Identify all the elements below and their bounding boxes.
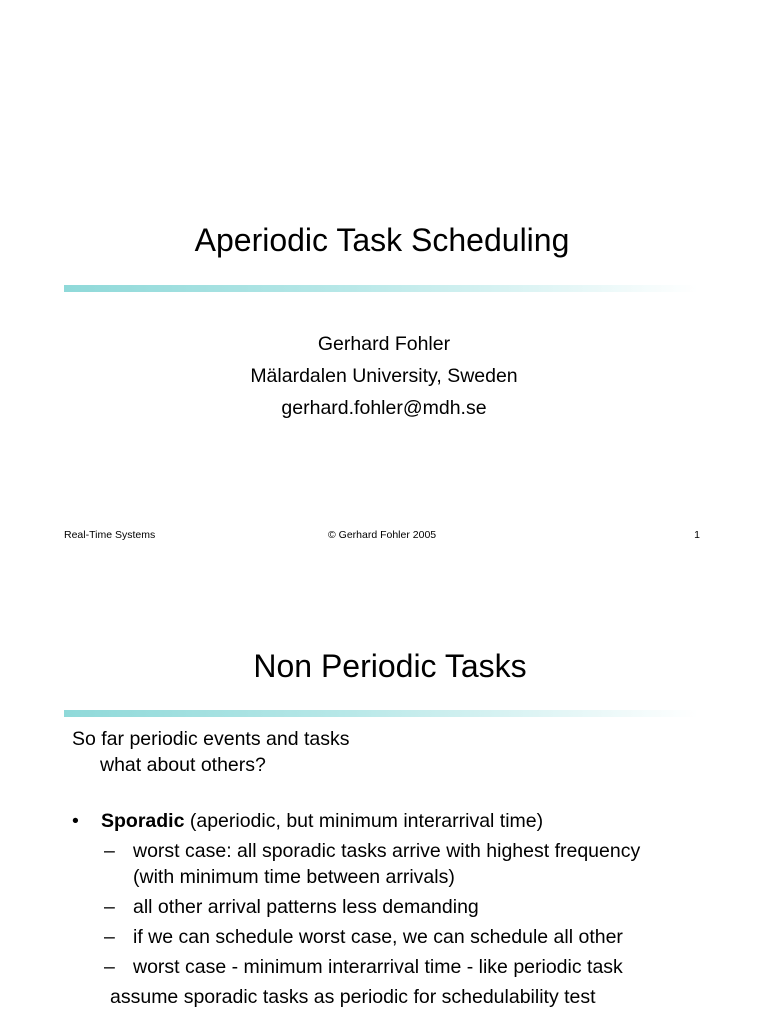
sub-item-text: all other arrival patterns less demanding (133, 896, 479, 918)
footer-page-number: 1 (694, 529, 700, 541)
bullet-term: Sporadic (101, 810, 185, 832)
intro-line: what about others? (100, 754, 266, 776)
intro-line: So far periodic events and tasks (72, 728, 350, 750)
bullet-icon: • (72, 810, 79, 832)
footer-course-name: Real-Time Systems (64, 529, 156, 541)
slide-2-title: Non Periodic Tasks (253, 648, 527, 684)
slide-footer (64, 528, 704, 542)
author-email: gerhard.fohler@mdh.se (281, 397, 487, 419)
conclusion-line: assume sporadic tasks as periodic for schedulability test (110, 986, 596, 1008)
author-affiliation: Mälardalen University, Sweden (250, 365, 518, 387)
dash-icon: – (104, 956, 115, 978)
dash-icon: – (104, 840, 115, 862)
sub-item (72, 838, 732, 890)
sub-item (72, 954, 732, 980)
sub-item-text: worst case: all sporadic tasks arrive with highest frequency (133, 840, 641, 862)
author-name: Gerhard Fohler (317, 333, 451, 355)
sub-item (72, 894, 732, 920)
slide-2-body (72, 726, 732, 1010)
title-divider (64, 710, 698, 717)
sub-item (72, 924, 732, 950)
bullet-description: (aperiodic, but minimum interarrival time) (184, 810, 544, 832)
slide-1-title: Aperiodic Task Scheduling (194, 222, 570, 258)
sub-item-text-continued: (with minimum time between arrivals) (133, 866, 455, 888)
footer-copyright: © Gerhard Fohler 2005 (328, 529, 437, 541)
bullet-item-sporadic (72, 808, 732, 834)
slide-2 (0, 560, 768, 1024)
dash-icon: – (104, 896, 115, 918)
dash-icon: – (104, 926, 115, 948)
author-block (0, 328, 768, 424)
title-divider (64, 285, 698, 292)
sub-item-text: worst case - minimum interarrival time - like periodic task (133, 956, 623, 978)
sub-item-text: if we can schedule worst case, we can schedule all other (133, 926, 623, 948)
